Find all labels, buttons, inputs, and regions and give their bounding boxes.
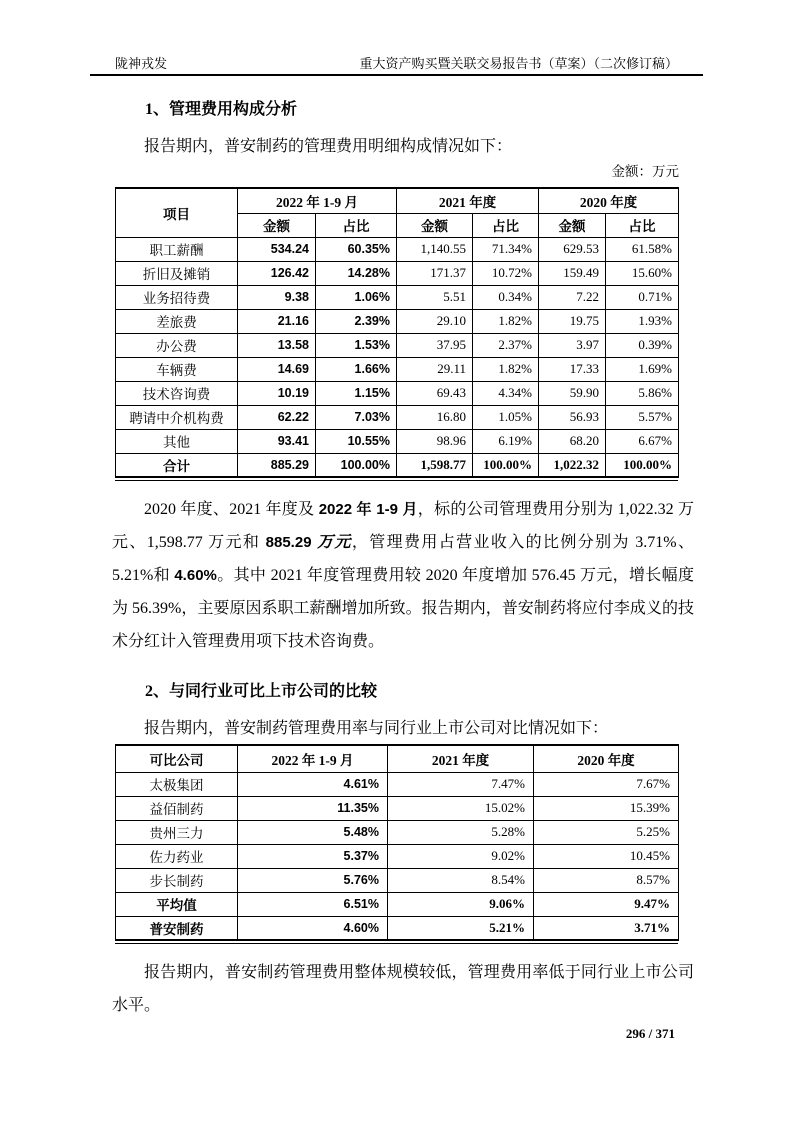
ratio-2021: 71.34% [473,237,539,261]
ratio-2020: 0.39% [606,333,679,357]
peer-comparison-table [115,744,679,941]
ratio-2022: 1.53% [316,333,397,357]
amount-2021: 29.11 [397,357,473,381]
amount-2021: 1,140.55 [397,237,473,261]
expense-row-tech-consulting [116,381,679,405]
ratio-header-2021: 占比 [473,213,539,237]
amount-2021: 69.43 [397,381,473,405]
amount-2020: 1,022.32 [539,453,606,477]
ratio-2022: 60.35% [316,237,397,261]
table-header-row-periods [116,188,679,213]
item-label: 聘请中介机构费 [116,405,238,429]
amount-2022: 14.69 [238,357,316,381]
amount-header-2021: 金额 [397,213,473,237]
period-header-2022: 2022 年 1-9 月 [238,745,388,772]
rate-2022: 5.37% [238,844,388,868]
comparison-row-average [116,892,679,916]
ratio-2020: 6.67% [606,429,679,453]
ratio-2021: 1.82% [473,357,539,381]
section-2-conclusion: 报告期内，普安制药管理费用整体规模较低，管理费用率低于同行业上市公司水平。 [112,964,694,1014]
ratio-2022: 1.66% [316,357,397,381]
expense-row-entertainment [116,285,679,309]
header-report-title: 重大资产购买暨关联交易报告书（草案）（二次修订稿） [359,56,678,71]
rate-2022: 11.35% [238,796,388,820]
expense-row-depreciation [116,261,679,285]
ratio-2020: 15.60% [606,261,679,285]
ratio-2021: 6.19% [473,429,539,453]
amount-2021: 98.96 [397,429,473,453]
amount-2021: 37.95 [397,333,473,357]
ratio-2021: 100.00% [473,453,539,477]
rate-2022: 4.61% [238,772,388,796]
expense-row-vehicle [116,357,679,381]
ratio-2020: 5.57% [606,405,679,429]
ratio-2021: 0.34% [473,285,539,309]
ratio-2022: 1.15% [316,381,397,405]
company-label: 平均值 [116,892,238,916]
comparison-row-yibai [116,796,679,820]
section-1-heading: 1、管理费用构成分析 [145,101,298,118]
amount-2022: 534.24 [238,237,316,261]
amount-2021: 171.37 [397,261,473,285]
comparison-row-buchang [116,868,679,892]
amount-2020: 68.20 [539,429,606,453]
period-header-2021: 2021 年度 [388,745,534,772]
expense-row-salary [116,237,679,261]
expense-row-travel [116,309,679,333]
item-label: 职工薪酬 [116,237,238,261]
ratio-2020: 61.58% [606,237,679,261]
item-label: 办公费 [116,333,238,357]
amount-2021: 16.80 [397,405,473,429]
ratio-2022: 1.06% [316,285,397,309]
amount-2020: 56.93 [539,405,606,429]
rate-2020: 7.67% [534,772,679,796]
amount-2022: 885.29 [238,453,316,477]
amount-2021: 29.10 [397,309,473,333]
ratio-2020: 1.93% [606,309,679,333]
amount-2022: 93.41 [238,429,316,453]
item-label: 合计 [116,453,238,477]
ratio-2021: 4.34% [473,381,539,405]
period-header-2020: 2020 年度 [539,188,679,213]
rate-2020: 15.39% [534,796,679,820]
ratio-header-2020: 占比 [606,213,679,237]
item-label: 其他 [116,429,238,453]
rate-2022: 5.48% [238,820,388,844]
analysis-run-bold-italic: 万元 [317,534,352,551]
ratio-2021: 1.05% [473,405,539,429]
rate-2022: 6.51% [238,892,388,916]
ratio-2022: 10.55% [316,429,397,453]
company-label: 普安制药 [116,916,238,940]
amount-2020: 7.22 [539,285,606,309]
analysis-run: 。其中 2021 年度管理费用较 2020 年度增加 576.45 万元，增长幅度为 56.39%，主要原因系职工薪酬增加所致。报告期内，普安制药将应付李成义的技术分红计入管理费用项下技术咨询费。 [112,567,694,650]
rate-2021: 8.54% [388,868,534,892]
running-header [90,50,703,76]
expense-row-office [116,333,679,357]
amount-2021: 5.51 [397,285,473,309]
comparison-header-row [116,745,679,772]
amount-2020: 3.97 [539,333,606,357]
ratio-header-2022: 占比 [316,213,397,237]
expense-table-wrapper [115,187,678,481]
period-header-2022: 2022 年 1-9 月 [238,188,397,213]
ratio-2022: 7.03% [316,405,397,429]
rate-2020: 9.47% [534,892,679,916]
analysis-run: ，标的公司管理费用分别为 1,022.32 万元、1,598.77 万元和 [112,501,694,551]
expense-row-intermediary [116,405,679,429]
amount-2022: 21.16 [238,309,316,333]
rate-2021: 5.28% [388,820,534,844]
analysis-run-bold: 885.29 [265,534,318,551]
rate-2022: 5.76% [238,868,388,892]
rate-2022: 4.60% [238,916,388,940]
company-label: 步长制药 [116,868,238,892]
amount-2022: 13.58 [238,333,316,357]
amount-2022: 9.38 [238,285,316,309]
section-1-intro: 报告期内，普安制药的管理费用明细构成情况如下： [144,138,513,155]
amount-2020: 159.49 [539,261,606,285]
rate-2021: 9.06% [388,892,534,916]
amount-2020: 19.75 [539,309,606,333]
expense-row-other [116,429,679,453]
company-column-header: 可比公司 [116,745,238,772]
period-header-2020: 2020 年度 [534,745,679,772]
comparison-row-puan [116,916,679,940]
ratio-2022: 14.28% [316,261,397,285]
ratio-2021: 1.82% [473,309,539,333]
item-column-header: 项目 [116,188,238,237]
analysis-run: ，管理费用占营业收入的比例分别为 3.71%、5.21%和 [112,534,694,584]
ratio-2020: 100.00% [606,453,679,477]
company-label: 佐力药业 [116,844,238,868]
analysis-run: 2020 年度、2021 年度及 [144,501,319,518]
amount-2021: 1,598.77 [397,453,473,477]
rate-2021: 9.02% [388,844,534,868]
amount-2022: 62.22 [238,405,316,429]
company-label: 太极集团 [116,772,238,796]
amount-header-2020: 金额 [539,213,606,237]
company-label: 益佰制药 [116,796,238,820]
amount-header-2022: 金额 [238,213,316,237]
amount-2020: 629.53 [539,237,606,261]
item-label: 技术咨询费 [116,381,238,405]
rate-2020: 8.57% [534,868,679,892]
item-label: 折旧及摊销 [116,261,238,285]
amount-2022: 126.42 [238,261,316,285]
ratio-2022: 2.39% [316,309,397,333]
expense-composition-table [115,187,679,478]
item-label: 业务招待费 [116,285,238,309]
item-label: 车辆费 [116,357,238,381]
page-content [90,76,703,1022]
company-label: 贵州三力 [116,820,238,844]
section-2-heading: 2、与同行业可比上市公司的比较 [145,683,378,700]
amount-2020: 59.90 [539,381,606,405]
rate-2020: 5.25% [534,820,679,844]
section-2-intro: 报告期内，普安制药管理费用率与同行业上市公司对比情况如下： [144,720,609,737]
section-1-analysis-paragraph [112,493,694,658]
ratio-2020: 1.69% [606,357,679,381]
comparison-row-taiji [116,772,679,796]
unit-note: 金额：万元 [611,164,679,179]
ratio-2021: 2.37% [473,333,539,357]
comparison-row-zuoli [116,844,679,868]
comparison-row-guizhou-sanli [116,820,679,844]
rate-2021: 15.02% [388,796,534,820]
ratio-2022: 100.00% [316,453,397,477]
item-label: 差旅费 [116,309,238,333]
page-number: 296 / 371 [625,1026,675,1041]
rate-2021: 5.21% [388,916,534,940]
ratio-2020: 0.71% [606,285,679,309]
ratio-2020: 5.86% [606,381,679,405]
ratio-2021: 10.72% [473,261,539,285]
header-company-name: 陇神戎发 [115,56,168,71]
period-header-2021: 2021 年度 [397,188,539,213]
analysis-run-bold: 2022 年 1-9 月 [318,501,418,518]
rate-2020: 3.71% [534,916,679,940]
amount-2022: 10.19 [238,381,316,405]
expense-row-total [116,453,679,477]
amount-2020: 17.33 [539,357,606,381]
analysis-run-bold: 4.60% [174,567,217,584]
comparison-table-wrapper [115,744,678,944]
rate-2020: 10.45% [534,844,679,868]
rate-2021: 7.47% [388,772,534,796]
